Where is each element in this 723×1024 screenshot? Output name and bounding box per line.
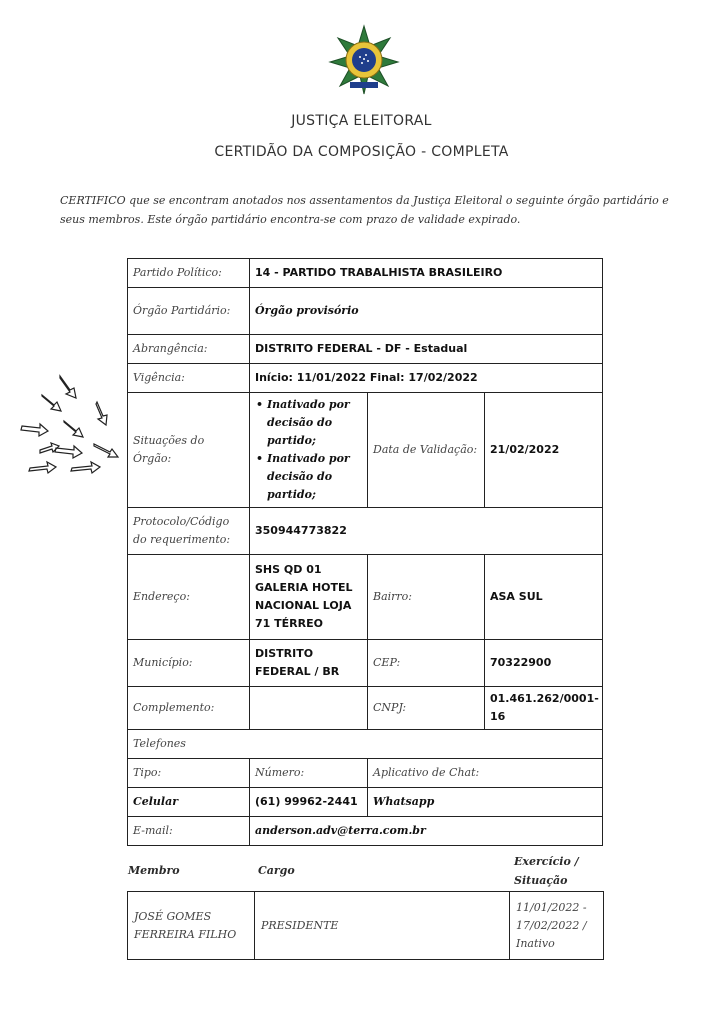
bairro-value: ASA SUL bbox=[485, 555, 603, 640]
brazil-coat-of-arms-icon bbox=[328, 24, 400, 96]
numero-label: Número: bbox=[250, 759, 368, 788]
telefones-label: Telefones bbox=[128, 730, 603, 759]
numero-value: (61) 99962-2441 bbox=[250, 788, 368, 817]
partido-label: Partido Político: bbox=[128, 259, 250, 288]
hand-drawn-arrows-icon bbox=[20, 374, 124, 484]
party-info-table bbox=[127, 258, 603, 846]
membro-header: Membro bbox=[128, 864, 180, 877]
situacoes-list bbox=[250, 393, 368, 508]
protocolo-value: 350944773822 bbox=[250, 508, 603, 555]
vigencia-label: Vigência: bbox=[128, 364, 250, 393]
tipo-label: Tipo: bbox=[128, 759, 250, 788]
data-validacao-label: Data de Validação: bbox=[368, 393, 485, 508]
orgao-value: Órgão provisório bbox=[250, 288, 603, 335]
email-value[interactable]: anderson.adv@terra.com.br bbox=[250, 817, 603, 846]
orgao-label: Órgão Partidário: bbox=[128, 288, 250, 335]
endereco-value: SHS QD 01 GALERIA HOTEL NACIONAL LOJA 71 TÉRREO bbox=[250, 555, 368, 640]
exercicio-header: Exercício / Situação bbox=[514, 855, 579, 887]
complemento-value bbox=[250, 687, 368, 730]
data-validacao-value: 21/02/2022 bbox=[485, 393, 603, 508]
intro-paragraph: CERTIFICO que se encontram anotados nos assentamentos da Justiça Eleitoral o seguinte órgão partidário e seus membros. Este órgão partidário encontra-se com prazo de validade expirado. bbox=[60, 194, 669, 226]
email-label: E-mail: bbox=[128, 817, 250, 846]
aplicativo-label: Aplicativo de Chat: bbox=[368, 759, 603, 788]
member-exercicio: 11/01/2022 - 17/02/2022 / Inativo bbox=[510, 892, 604, 960]
document-title: CERTIDÃO DA COMPOSIÇÃO - COMPLETA bbox=[214, 144, 509, 160]
municipio-value: DISTRITO FEDERAL / BR bbox=[250, 640, 368, 687]
situacoes-label: Situações do Órgão: bbox=[128, 393, 250, 508]
abrangencia-value: DISTRITO FEDERAL - DF - Estadual bbox=[250, 335, 603, 364]
vigencia-value: Início: 11/01/2022 Final: 17/02/2022 bbox=[250, 364, 603, 393]
tipo-value: Celular bbox=[128, 788, 250, 817]
cnpj-value: 01.461.262/0001-16 bbox=[485, 687, 603, 730]
members-table bbox=[127, 891, 604, 960]
situacao-item: • Inativado por decisão do partido; bbox=[255, 450, 362, 504]
member-name: JOSÉ GOMES FERREIRA FILHO bbox=[128, 892, 255, 960]
cargo-header: Cargo bbox=[258, 864, 295, 877]
partido-value: 14 - PARTIDO TRABALHISTA BRASILEIRO bbox=[250, 259, 603, 288]
members-header bbox=[128, 852, 602, 890]
institution-title: JUSTIÇA ELEITORAL bbox=[291, 113, 432, 129]
municipio-label: Município: bbox=[128, 640, 250, 687]
abrangencia-label: Abrangência: bbox=[128, 335, 250, 364]
member-cargo: PRESIDENTE bbox=[255, 892, 510, 960]
complemento-label: Complemento: bbox=[128, 687, 250, 730]
cnpj-label: CNPJ: bbox=[368, 687, 485, 730]
bairro-label: Bairro: bbox=[368, 555, 485, 640]
cep-value: 70322900 bbox=[485, 640, 603, 687]
aplicativo-value: Whatsapp bbox=[368, 788, 603, 817]
protocolo-label: Protocolo/Código do requerimento: bbox=[128, 508, 250, 555]
cep-label: CEP: bbox=[368, 640, 485, 687]
table-row bbox=[128, 892, 604, 960]
endereco-label: Endereço: bbox=[128, 555, 250, 640]
situacao-item: • Inativado por decisão do partido; bbox=[255, 396, 362, 450]
